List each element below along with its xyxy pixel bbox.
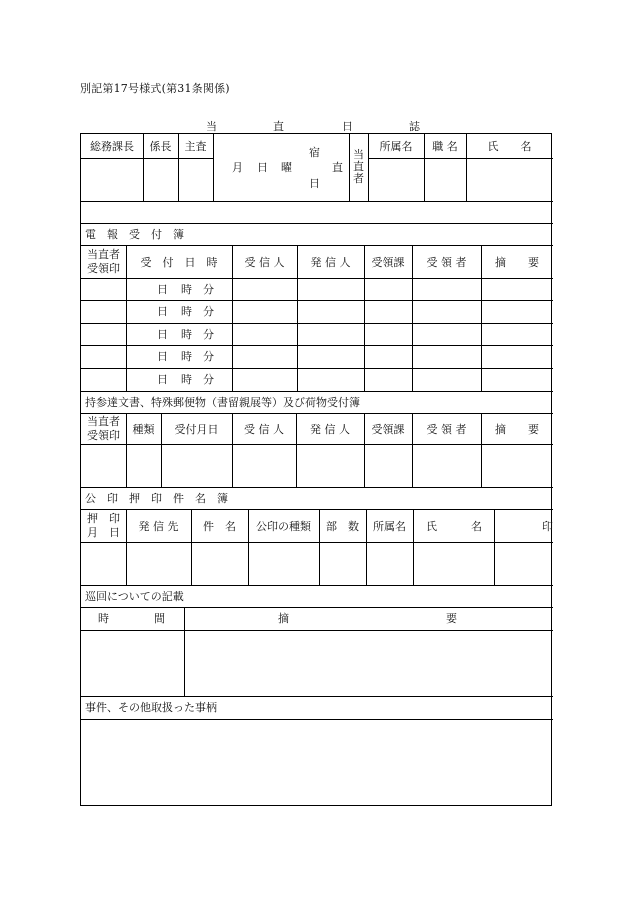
telegram-stamp-header-line2: 受領印 bbox=[87, 262, 120, 275]
telegram-row-time-label: 日 bbox=[157, 305, 168, 318]
telegram-header-summary: 摘 要 bbox=[495, 256, 539, 269]
patrol-section-title: 巡回についての記載 bbox=[85, 590, 184, 603]
patrol-header-time-2: 間 bbox=[154, 612, 165, 625]
seal-header-department: 所属名 bbox=[373, 520, 406, 533]
telegram-row-time-label: 日 bbox=[157, 328, 168, 341]
duty-person-label-2: 直 bbox=[353, 160, 364, 173]
seal-header-stamp: 印 bbox=[542, 520, 553, 533]
seal-header-seal-type: 公印の種類 bbox=[256, 520, 311, 533]
telegram-header-recipient: 受 信 人 bbox=[244, 256, 285, 269]
form-number-note: 別記第17号様式(第31条関係) bbox=[80, 82, 230, 95]
telegram-header-receiver: 受 領 者 bbox=[426, 256, 467, 269]
delivery-header-type: 種類 bbox=[132, 423, 155, 436]
header-section-chief: 係長 bbox=[149, 140, 172, 153]
header-department: 所属名 bbox=[379, 140, 413, 153]
delivery-header-sender: 発 信 人 bbox=[310, 423, 350, 436]
title-char: 直 bbox=[273, 120, 284, 133]
seal-header-destination: 発 信 先 bbox=[138, 520, 179, 533]
header-job-title: 職 名 bbox=[432, 140, 458, 153]
date-weekday-label: 曜 bbox=[281, 161, 292, 174]
form-title bbox=[80, 118, 552, 134]
seal-section-title: 公 印 押 印 件 名 簿 bbox=[85, 492, 228, 505]
telegram-header-sender: 発 信 人 bbox=[310, 256, 351, 269]
telegram-row-time-label: 分 bbox=[203, 373, 214, 386]
delivery-header-received-date: 受付月日 bbox=[174, 423, 219, 436]
duty-person-label-1: 当 bbox=[353, 148, 364, 161]
date-day-label: 日 bbox=[257, 161, 268, 174]
seal-date-header-line1: 押 印 bbox=[87, 512, 120, 525]
day-duty-label: 日 bbox=[309, 177, 320, 190]
duty-label: 直 bbox=[332, 161, 343, 174]
patrol-header-summary-2: 要 bbox=[446, 612, 457, 625]
duty-person-label-3: 者 bbox=[353, 172, 364, 185]
telegram-row-time-label: 日 bbox=[157, 350, 168, 363]
title-char: 誌 bbox=[409, 120, 420, 133]
seal-header-name-family: 氏 bbox=[426, 520, 437, 533]
seal-header-subject: 件 名 bbox=[203, 520, 236, 533]
duty-log-form bbox=[80, 133, 552, 806]
telegram-row-time-label: 分 bbox=[203, 328, 214, 341]
telegram-row-time-label: 時 bbox=[181, 305, 192, 318]
telegram-header-received-datetime: 受 付 日 時 bbox=[140, 256, 218, 269]
telegram-row-time-label: 日 bbox=[157, 373, 168, 386]
telegram-row-time-label: 時 bbox=[181, 283, 192, 296]
incidents-section-title: 事件、その他取扱った事柄 bbox=[85, 701, 217, 714]
delivery-header-recipient: 受 信 人 bbox=[244, 423, 284, 436]
seal-header-copies: 部 数 bbox=[326, 520, 359, 533]
telegram-section-title: 電 報 受 付 簿 bbox=[85, 228, 184, 241]
telegram-header-receiving-section: 受領課 bbox=[371, 256, 405, 269]
telegram-row-time-label: 分 bbox=[203, 305, 214, 318]
telegram-row-time-label: 分 bbox=[203, 283, 214, 296]
title-char: 日 bbox=[342, 120, 353, 133]
delivery-stamp-header-line1: 当直者 bbox=[87, 415, 120, 428]
patrol-header-summary-1: 摘 bbox=[278, 612, 289, 625]
header-general-affairs-chief: 総務課長 bbox=[90, 140, 134, 153]
delivery-header-receiving-section: 受領課 bbox=[371, 423, 405, 436]
header-chief-clerk: 主査 bbox=[184, 140, 207, 153]
patrol-header-time-1: 時 bbox=[98, 612, 109, 625]
seal-date-header-line2: 月 日 bbox=[87, 526, 120, 539]
telegram-row-time-label: 日 bbox=[157, 283, 168, 296]
delivery-stamp-header-line2: 受領印 bbox=[87, 429, 120, 442]
delivery-header-summary: 摘 要 bbox=[495, 423, 539, 436]
date-month-label: 月 bbox=[232, 161, 243, 174]
title-char: 当 bbox=[206, 120, 217, 133]
seal-header-name-given: 名 bbox=[471, 520, 482, 533]
telegram-row-time-label: 時 bbox=[181, 328, 192, 341]
telegram-row-time-label: 時 bbox=[181, 373, 192, 386]
night-duty-label: 宿 bbox=[309, 146, 320, 159]
telegram-row-time-label: 時 bbox=[181, 350, 192, 363]
delivery-section-title: 持参達文書、特殊郵便物（書留親展等）及び荷物受付簿 bbox=[85, 396, 360, 409]
telegram-stamp-header-line1: 当直者 bbox=[87, 248, 120, 261]
header-name: 氏 名 bbox=[487, 140, 532, 153]
telegram-row-time-label: 分 bbox=[203, 350, 214, 363]
delivery-header-receiver: 受 領 者 bbox=[426, 423, 467, 436]
